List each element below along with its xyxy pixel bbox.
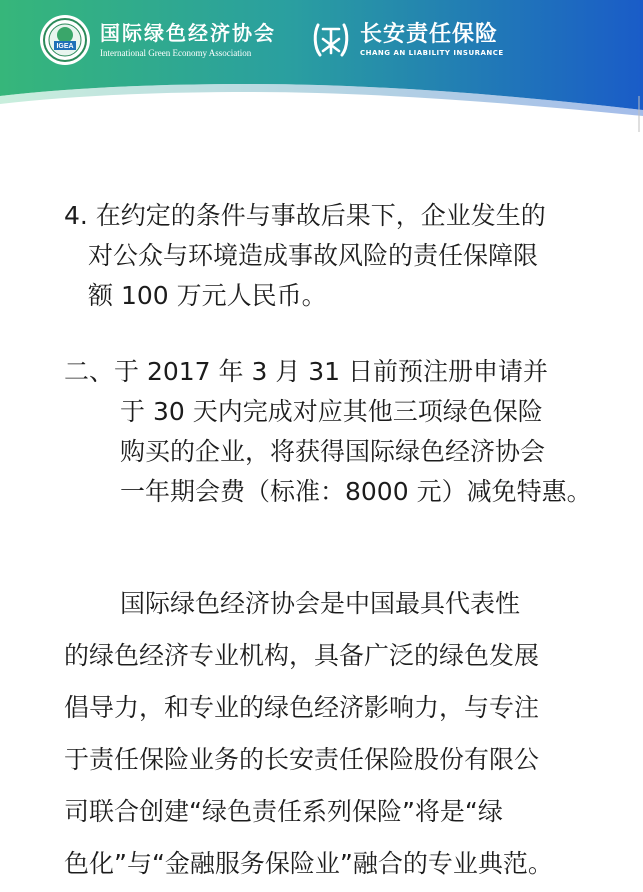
item-two-line: 一年期会费（标准：8000 元）减免特惠。 (120, 477, 592, 506)
closing-line: 倡导力，和专业的绿色经济影响力，与专注 (64, 693, 540, 722)
item-4-line: 额 100 万元人民币。 (88, 281, 327, 310)
item-4-line: 对公众与环境造成事故风险的责任保障限 (88, 241, 539, 270)
item-two-line: 二、于 2017 年 3 月 31 日前预注册申请并 (64, 357, 549, 386)
item-two-line: 购买的企业，将获得国际绿色经济协会 (120, 437, 546, 466)
header-banner (0, 0, 643, 132)
closing-line: 的绿色经济专业机构，具备广泛的绿色发展 (64, 641, 540, 670)
closing-line: 于责任保险业务的长安责任保险股份有限公 (64, 745, 540, 774)
closing-line: 国际绿色经济协会是中国最具代表性 (120, 589, 521, 618)
igea-seal-logo (40, 15, 90, 65)
chang-an-emblem-icon (310, 19, 352, 61)
svg-text:IGEA: IGEA (56, 43, 74, 50)
closing-line: 司联合创建“绿色责任系列保险”将是“绿 (64, 797, 503, 826)
igea-name-en: International Green Economy Association (100, 48, 252, 58)
closing-line: 色化”与“金融服务保险业”融合的专业典范。 (64, 849, 553, 878)
item-4-line: 4. 在约定的条件与事故后果下，企业发生的 (64, 201, 546, 230)
item-two-line: 于 30 天内完成对应其他三项绿色保险 (120, 397, 543, 426)
insurer-name-en: CHANG AN LIABILITY INSURANCE (360, 49, 504, 57)
igea-name-cn: 国际绿色经济协会 (100, 21, 276, 45)
insurer-name-cn: 长安责任保险 (360, 22, 499, 47)
